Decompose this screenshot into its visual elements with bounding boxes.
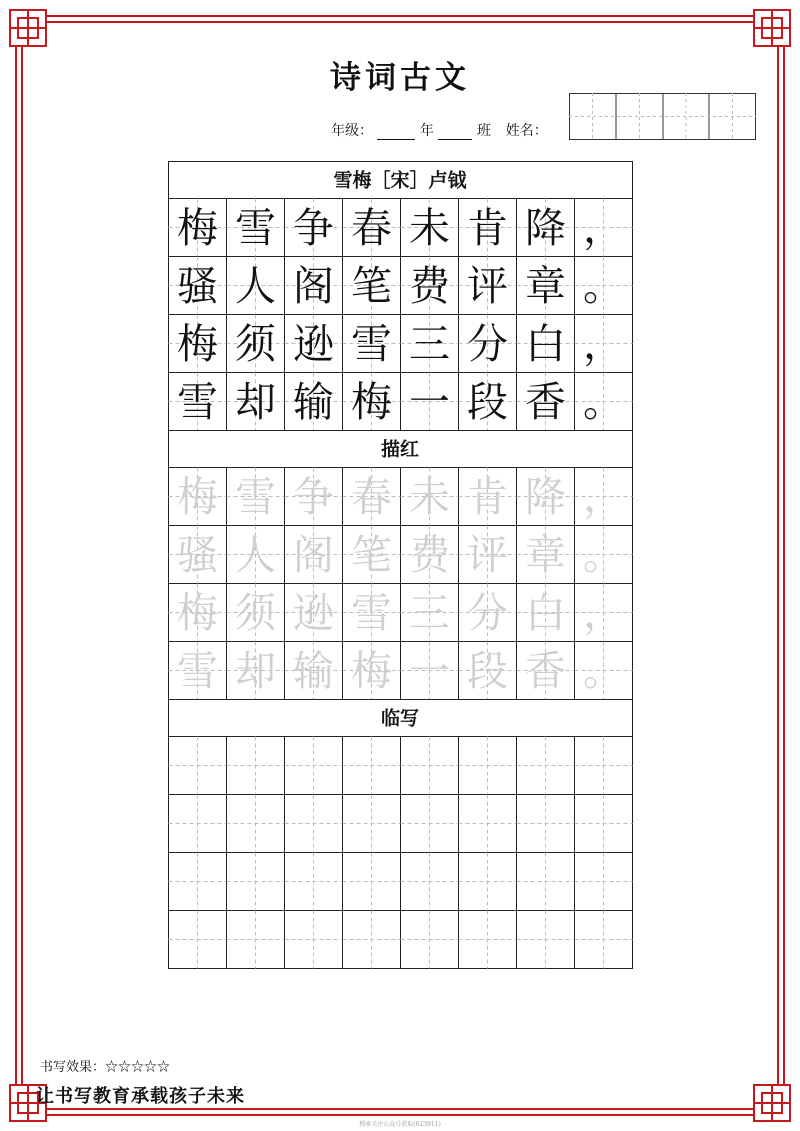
grid-cell — [169, 526, 227, 584]
grid-cell — [401, 526, 459, 584]
character: 降 — [525, 204, 566, 252]
grid-cell[interactable] — [459, 795, 517, 853]
grid-cell[interactable] — [227, 737, 285, 795]
grid-cell[interactable] — [169, 737, 227, 795]
grid-cell[interactable] — [227, 795, 285, 853]
grid-cell — [401, 373, 459, 431]
character: 。 — [583, 262, 624, 310]
character: ， — [583, 589, 624, 637]
grid-cell — [517, 584, 575, 642]
trace-row-2 — [169, 526, 633, 584]
poem-row-3 — [169, 315, 633, 373]
grid-cell — [227, 642, 285, 700]
grid-cell — [169, 199, 227, 257]
grid-cell[interactable] — [459, 911, 517, 969]
page-title: 诗词古文 — [330, 60, 470, 96]
grid-cell — [459, 584, 517, 642]
character: 一 — [409, 378, 450, 426]
character: 却 — [235, 647, 276, 695]
character: 未 — [409, 473, 450, 521]
grid-cell[interactable] — [227, 911, 285, 969]
grid-cell — [343, 257, 401, 315]
grid-cell — [343, 526, 401, 584]
grid-cell — [459, 642, 517, 700]
grid-cell[interactable] — [459, 737, 517, 795]
character: ， — [583, 473, 624, 521]
grid-cell — [285, 526, 343, 584]
grid-cell — [169, 315, 227, 373]
poem-row-2 — [169, 257, 633, 315]
grid-cell[interactable] — [285, 853, 343, 911]
grid-cell — [459, 526, 517, 584]
character: 争 — [293, 204, 334, 252]
character: 白 — [525, 320, 566, 368]
character: 一 — [409, 647, 450, 695]
grid-cell[interactable] — [343, 737, 401, 795]
character: 费 — [409, 262, 450, 310]
grid-cell — [285, 373, 343, 431]
grid-cell[interactable] — [575, 795, 633, 853]
grid-cell — [517, 373, 575, 431]
character: 梅 — [177, 473, 218, 521]
grid-cell[interactable] — [343, 795, 401, 853]
character: 须 — [235, 320, 276, 368]
student-info-line — [331, 120, 548, 140]
grid-cell — [343, 199, 401, 257]
character: 章 — [525, 531, 566, 579]
grid-cell[interactable] — [169, 911, 227, 969]
character: 人 — [235, 262, 276, 310]
grid-cell[interactable] — [285, 737, 343, 795]
character: 雪 — [351, 320, 392, 368]
grid-cell[interactable] — [227, 853, 285, 911]
year-label: 年 — [419, 123, 434, 139]
character: 逊 — [293, 589, 334, 637]
character: 分 — [467, 589, 508, 637]
character: 春 — [351, 204, 392, 252]
character: 。 — [583, 531, 624, 579]
grid-cell — [575, 642, 633, 700]
grid-cell[interactable] — [401, 853, 459, 911]
grid-cell — [227, 315, 285, 373]
rating-stars[interactable]: ☆☆☆☆☆ — [105, 1060, 171, 1075]
grid-cell — [459, 373, 517, 431]
class-label: 班 — [476, 123, 491, 139]
grid-cell — [575, 468, 633, 526]
character: 费 — [409, 531, 450, 579]
grid-cell — [401, 642, 459, 700]
grid-cell — [343, 584, 401, 642]
character: 须 — [235, 589, 276, 637]
practice-sheet — [168, 161, 634, 975]
character: 阁 — [293, 531, 334, 579]
grid-cell[interactable] — [169, 853, 227, 911]
trace-row-4 — [169, 642, 633, 700]
slogan: 让书写教育承载孩子未来 — [36, 1086, 245, 1107]
grid-cell — [575, 584, 633, 642]
character: 梅 — [177, 320, 218, 368]
grid-cell — [459, 199, 517, 257]
grid-cell — [517, 315, 575, 373]
grid-cell — [459, 468, 517, 526]
grade-blank[interactable] — [377, 125, 415, 140]
character: 肯 — [467, 204, 508, 252]
character: 逊 — [293, 320, 334, 368]
corner-ornament-top-right — [754, 10, 790, 46]
grid-cell — [343, 642, 401, 700]
grid-cell — [517, 526, 575, 584]
character: 争 — [293, 473, 334, 521]
grid-cell[interactable] — [517, 795, 575, 853]
grid-cell — [401, 257, 459, 315]
name-label: 姓名： — [505, 123, 548, 139]
grid-cell[interactable] — [401, 737, 459, 795]
copy-row-3 — [169, 853, 633, 911]
character: 降 — [525, 473, 566, 521]
grid-cell — [401, 315, 459, 373]
character: 阁 — [293, 262, 334, 310]
grid-cell — [575, 315, 633, 373]
character: 章 — [525, 262, 566, 310]
character: 白 — [525, 589, 566, 637]
grid-cell — [169, 373, 227, 431]
character: 肯 — [467, 473, 508, 521]
grid-cell[interactable] — [169, 795, 227, 853]
grid-cell — [401, 468, 459, 526]
grid-cell — [517, 199, 575, 257]
grid-cell — [343, 315, 401, 373]
grid-cell[interactable] — [517, 737, 575, 795]
grid-cell — [169, 468, 227, 526]
grid-cell — [517, 468, 575, 526]
grid-cell[interactable] — [401, 795, 459, 853]
character: 评 — [467, 262, 508, 310]
grid-cell — [401, 584, 459, 642]
grid-cell — [575, 199, 633, 257]
character: 笔 — [351, 531, 392, 579]
grid-cell — [343, 468, 401, 526]
grid-cell — [227, 468, 285, 526]
character: 人 — [235, 531, 276, 579]
character: 雪 — [177, 647, 218, 695]
character: 笔 — [351, 262, 392, 310]
grid-cell — [575, 526, 633, 584]
grid-cell[interactable] — [343, 911, 401, 969]
trace-row-1 — [169, 468, 633, 526]
grid-cell[interactable] — [401, 911, 459, 969]
grid-cell — [227, 373, 285, 431]
grid-cell — [285, 315, 343, 373]
trace-heading: 描红 — [380, 438, 420, 461]
character: 骚 — [177, 531, 218, 579]
character: 梅 — [351, 647, 392, 695]
copy-heading: 临写 — [380, 707, 420, 730]
grid-cell[interactable] — [517, 853, 575, 911]
grid-cell — [227, 584, 285, 642]
grid-cell[interactable] — [575, 853, 633, 911]
grid-cell — [285, 199, 343, 257]
grid-cell — [401, 199, 459, 257]
grid-cell — [227, 199, 285, 257]
character: 。 — [583, 378, 624, 426]
class-blank[interactable] — [438, 125, 472, 140]
character: 评 — [467, 531, 508, 579]
trace-row-3 — [169, 584, 633, 642]
grid-cell — [169, 257, 227, 315]
copy-row-1 — [169, 737, 633, 795]
character: 未 — [409, 204, 450, 252]
grid-cell — [227, 526, 285, 584]
character: ， — [583, 320, 624, 368]
character: 分 — [467, 320, 508, 368]
watermark: 搜索关注公众号获取(623911) — [359, 1121, 441, 1128]
grid-cell — [517, 257, 575, 315]
character: 骚 — [177, 262, 218, 310]
grid-cell — [169, 584, 227, 642]
grid-cell[interactable] — [575, 737, 633, 795]
character: 雪 — [351, 589, 392, 637]
poem-row-4 — [169, 373, 633, 431]
grid-cell — [459, 257, 517, 315]
grid-cell — [285, 642, 343, 700]
grid-cell — [459, 315, 517, 373]
copy-row-4 — [169, 911, 633, 969]
grid-cell[interactable] — [285, 795, 343, 853]
copy-row-2 — [169, 795, 633, 853]
grid-cell[interactable] — [575, 911, 633, 969]
character: 输 — [293, 647, 334, 695]
character: 却 — [235, 378, 276, 426]
poem-title: 雪梅［宋］卢钺 — [333, 169, 467, 192]
grid-cell — [169, 642, 227, 700]
character: 雪 — [235, 473, 276, 521]
character: ， — [583, 204, 624, 252]
rating-label: 书写效果： — [40, 1060, 106, 1075]
character: 段 — [467, 378, 508, 426]
character: 段 — [467, 647, 508, 695]
character: 春 — [351, 473, 392, 521]
grid-cell — [285, 468, 343, 526]
character: 雪 — [235, 204, 276, 252]
grid-cell — [227, 257, 285, 315]
poem-row-1 — [169, 199, 633, 257]
corner-ornament-top-left — [10, 10, 46, 46]
character: 。 — [583, 647, 624, 695]
grid-cell — [285, 584, 343, 642]
grid-cell[interactable] — [285, 911, 343, 969]
character: 香 — [525, 647, 566, 695]
grid-cell[interactable] — [459, 853, 517, 911]
grid-cell[interactable] — [343, 853, 401, 911]
name-writing-grid[interactable] — [569, 93, 757, 141]
grid-cell[interactable] — [517, 911, 575, 969]
rating-line — [40, 1056, 170, 1075]
character: 输 — [293, 378, 334, 426]
grid-cell — [575, 257, 633, 315]
corner-ornament-bottom-right — [754, 1085, 790, 1121]
character: 雪 — [177, 378, 218, 426]
grade-label: 年级： — [331, 123, 373, 139]
character: 梅 — [351, 378, 392, 426]
character: 三 — [409, 589, 450, 637]
grid-cell — [343, 373, 401, 431]
character: 香 — [525, 378, 566, 426]
character: 梅 — [177, 589, 218, 637]
grid-cell — [517, 642, 575, 700]
grid-cell — [285, 257, 343, 315]
grid-cell — [575, 373, 633, 431]
character: 梅 — [177, 204, 218, 252]
character: 三 — [409, 320, 450, 368]
